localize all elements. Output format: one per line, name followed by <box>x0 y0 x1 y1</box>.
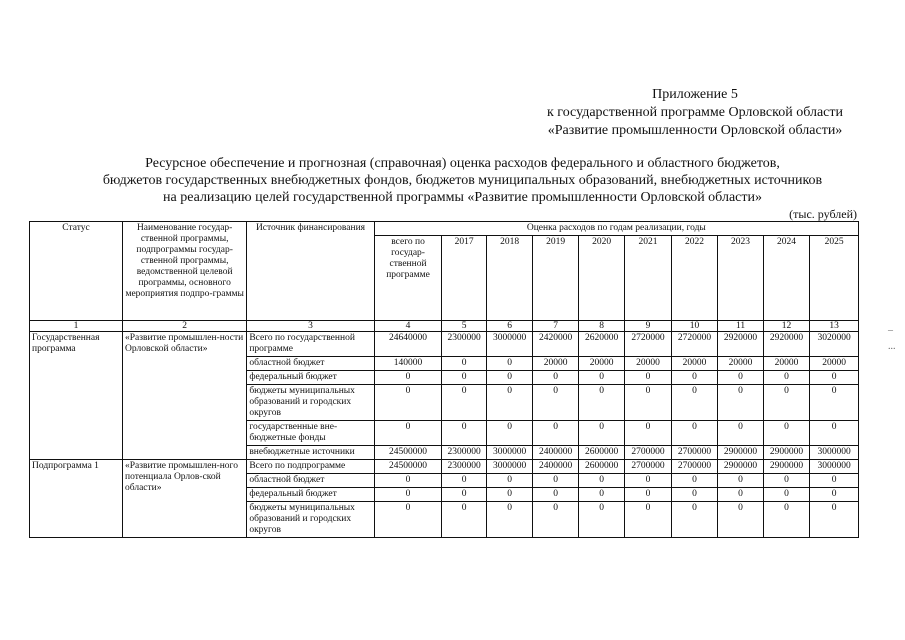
total-value-cell: 24500000 <box>374 460 442 474</box>
program-name-cell: «Развитие промышлен-ного потенциала Орлов-ской области» <box>122 460 246 538</box>
year-value-cell: 0 <box>625 421 671 446</box>
header-year: 2022 <box>671 236 717 321</box>
year-value-cell: 0 <box>486 421 532 446</box>
year-value-cell: 2400000 <box>533 446 578 460</box>
header-year: 2017 <box>442 236 486 321</box>
year-value-cell: 0 <box>625 502 671 538</box>
year-value-cell: 0 <box>533 488 578 502</box>
header-status: Статус <box>30 222 123 321</box>
header-year: 2018 <box>486 236 532 321</box>
year-value-cell: 0 <box>763 474 809 488</box>
year-value-cell: 0 <box>533 421 578 446</box>
year-value-cell: 0 <box>578 385 624 421</box>
year-value-cell: 0 <box>486 357 532 371</box>
year-value-cell: 20000 <box>718 357 763 371</box>
header-name: Наименование государ-ственной программы, подпрограммы государ-ственной программы, ведомственной целевой программы, основного мероприятия подпро-граммы <box>122 222 246 321</box>
appendix-program-name: «Развитие промышленности Орловской области» <box>547 123 843 138</box>
year-value-cell: 2900000 <box>763 446 809 460</box>
year-value-cell: 0 <box>810 488 859 502</box>
program-name-cell: «Развитие промышлен-ности Орловской области» <box>122 332 246 460</box>
year-value-cell: 2900000 <box>718 460 763 474</box>
column-number: 13 <box>810 321 859 332</box>
year-value-cell: 0 <box>810 502 859 538</box>
year-value-cell: 0 <box>718 502 763 538</box>
status-cell: Государственная программа <box>30 332 123 460</box>
year-value-cell: 20000 <box>763 357 809 371</box>
column-number: 9 <box>625 321 671 332</box>
year-value-cell: 3000000 <box>810 446 859 460</box>
year-value-cell: 2700000 <box>625 460 671 474</box>
year-value-cell: 0 <box>671 502 717 538</box>
year-value-cell: 0 <box>763 371 809 385</box>
year-value-cell: 20000 <box>671 357 717 371</box>
year-value-cell: 0 <box>578 488 624 502</box>
margin-mark: – <box>888 325 893 336</box>
year-value-cell: 0 <box>671 421 717 446</box>
column-number: 11 <box>718 321 763 332</box>
year-value-cell: 2300000 <box>442 446 486 460</box>
header-year: 2020 <box>578 236 624 321</box>
column-number-row <box>30 321 859 332</box>
year-value-cell: 0 <box>442 371 486 385</box>
margin-mark: ... <box>888 341 896 352</box>
funding-source-cell: государственные вне-бюджетные фонды <box>247 421 374 446</box>
year-value-cell: 0 <box>718 385 763 421</box>
title-line-2: бюджетов государственных внебюджетных фондов, бюджетов муниципальных образований, внебюджетных источников <box>102 173 823 188</box>
year-value-cell: 0 <box>718 488 763 502</box>
year-value-cell: 0 <box>718 474 763 488</box>
year-value-cell: 20000 <box>810 357 859 371</box>
funding-source-cell: Всего по подпрограмме <box>247 460 374 474</box>
header-year: 2023 <box>718 236 763 321</box>
header-source: Источник финансирования <box>247 222 374 321</box>
year-value-cell: 2900000 <box>763 460 809 474</box>
column-number: 10 <box>671 321 717 332</box>
year-value-cell: 0 <box>671 488 717 502</box>
title-line-3: на реализацию целей государственной программы «Развитие промышленности Орловской области» <box>163 190 762 205</box>
year-value-cell: 3000000 <box>486 446 532 460</box>
header-year: 2025 <box>810 236 859 321</box>
year-value-cell: 2700000 <box>625 446 671 460</box>
funding-source-cell: бюджеты муниципальных образований и городских округов <box>247 502 374 538</box>
year-value-cell: 0 <box>763 502 809 538</box>
year-value-cell: 0 <box>486 371 532 385</box>
total-value-cell: 0 <box>374 421 442 446</box>
year-value-cell: 2920000 <box>718 332 763 357</box>
year-value-cell: 0 <box>810 421 859 446</box>
appendix-reference: к государственной программе Орловской области <box>547 105 843 120</box>
funding-source-cell: федеральный бюджет <box>247 371 374 385</box>
status-cell: Подпрограмма 1 <box>30 460 123 538</box>
year-value-cell: 0 <box>442 357 486 371</box>
year-value-cell: 20000 <box>625 357 671 371</box>
funding-source-cell: внебюджетные источники <box>247 446 374 460</box>
year-value-cell: 0 <box>718 371 763 385</box>
year-value-cell: 0 <box>533 385 578 421</box>
year-value-cell: 0 <box>810 371 859 385</box>
year-value-cell: 0 <box>763 421 809 446</box>
year-value-cell: 2300000 <box>442 460 486 474</box>
year-value-cell: 2720000 <box>625 332 671 357</box>
total-value-cell: 0 <box>374 385 442 421</box>
total-value-cell: 0 <box>374 474 442 488</box>
header-year: 2021 <box>625 236 671 321</box>
column-number: 6 <box>486 321 532 332</box>
document-title <box>40 155 885 206</box>
year-value-cell: 2900000 <box>718 446 763 460</box>
year-value-cell: 0 <box>578 502 624 538</box>
year-value-cell: 2700000 <box>671 446 717 460</box>
year-value-cell: 0 <box>810 474 859 488</box>
year-value-cell: 2620000 <box>578 332 624 357</box>
funding-source-cell: федеральный бюджет <box>247 488 374 502</box>
column-number: 5 <box>442 321 486 332</box>
year-value-cell: 3000000 <box>486 332 532 357</box>
year-value-cell: 0 <box>578 371 624 385</box>
total-value-cell: 24500000 <box>374 446 442 460</box>
total-value-cell: 24640000 <box>374 332 442 357</box>
year-value-cell: 0 <box>671 371 717 385</box>
appendix-number: Приложение 5 <box>652 87 738 102</box>
year-value-cell: 0 <box>442 421 486 446</box>
year-value-cell: 0 <box>442 385 486 421</box>
appendix-caption <box>547 86 843 140</box>
year-value-cell: 0 <box>810 385 859 421</box>
year-value-cell: 0 <box>442 502 486 538</box>
column-number: 12 <box>763 321 809 332</box>
year-value-cell: 0 <box>442 488 486 502</box>
year-value-cell: 0 <box>486 474 532 488</box>
header-year: 2019 <box>533 236 578 321</box>
header-year: 2024 <box>763 236 809 321</box>
year-value-cell: 0 <box>533 371 578 385</box>
column-number: 2 <box>122 321 246 332</box>
funding-source-cell: Всего по государственной программе <box>247 332 374 357</box>
total-value-cell: 0 <box>374 502 442 538</box>
funding-source-cell: областной бюджет <box>247 357 374 371</box>
year-value-cell: 0 <box>442 474 486 488</box>
year-value-cell: 0 <box>486 502 532 538</box>
year-value-cell: 20000 <box>533 357 578 371</box>
year-value-cell: 0 <box>625 371 671 385</box>
year-value-cell: 3000000 <box>810 460 859 474</box>
total-value-cell: 0 <box>374 371 442 385</box>
column-number: 4 <box>374 321 442 332</box>
year-value-cell: 0 <box>578 474 624 488</box>
title-line-1: Ресурсное обеспечение и прогнозная (справочная) оценка расходов федерального и областного бюджетов, <box>145 156 780 171</box>
year-value-cell: 0 <box>763 385 809 421</box>
column-number: 1 <box>30 321 123 332</box>
year-value-cell: 0 <box>486 488 532 502</box>
budget-table <box>29 221 859 538</box>
funding-source-cell: областной бюджет <box>247 474 374 488</box>
year-value-cell: 0 <box>763 488 809 502</box>
year-value-cell: 2600000 <box>578 460 624 474</box>
year-value-cell: 2920000 <box>763 332 809 357</box>
total-value-cell: 140000 <box>374 357 442 371</box>
year-value-cell: 0 <box>486 385 532 421</box>
year-value-cell: 0 <box>625 488 671 502</box>
table-row <box>30 332 859 357</box>
column-number: 8 <box>578 321 624 332</box>
column-number: 3 <box>247 321 374 332</box>
year-value-cell: 3020000 <box>810 332 859 357</box>
year-value-cell: 2600000 <box>578 446 624 460</box>
year-value-cell: 3000000 <box>486 460 532 474</box>
year-value-cell: 0 <box>718 421 763 446</box>
year-value-cell: 0 <box>671 474 717 488</box>
column-number: 7 <box>533 321 578 332</box>
year-value-cell: 0 <box>625 474 671 488</box>
units-note: (тыс. рублей) <box>789 207 857 221</box>
total-value-cell: 0 <box>374 488 442 502</box>
year-value-cell: 2400000 <box>533 460 578 474</box>
year-value-cell: 20000 <box>578 357 624 371</box>
header-estimate: Оценка расходов по годам реализации, годы <box>374 222 858 236</box>
year-value-cell: 0 <box>533 474 578 488</box>
year-value-cell: 0 <box>578 421 624 446</box>
table-row <box>30 460 859 474</box>
year-value-cell: 2300000 <box>442 332 486 357</box>
year-value-cell: 0 <box>533 502 578 538</box>
header-total: всего по государ-ственной программе <box>374 236 442 321</box>
year-value-cell: 2700000 <box>671 460 717 474</box>
year-value-cell: 2420000 <box>533 332 578 357</box>
funding-source-cell: бюджеты муниципальных образований и городских округов <box>247 385 374 421</box>
year-value-cell: 2720000 <box>671 332 717 357</box>
year-value-cell: 0 <box>625 385 671 421</box>
year-value-cell: 0 <box>671 385 717 421</box>
